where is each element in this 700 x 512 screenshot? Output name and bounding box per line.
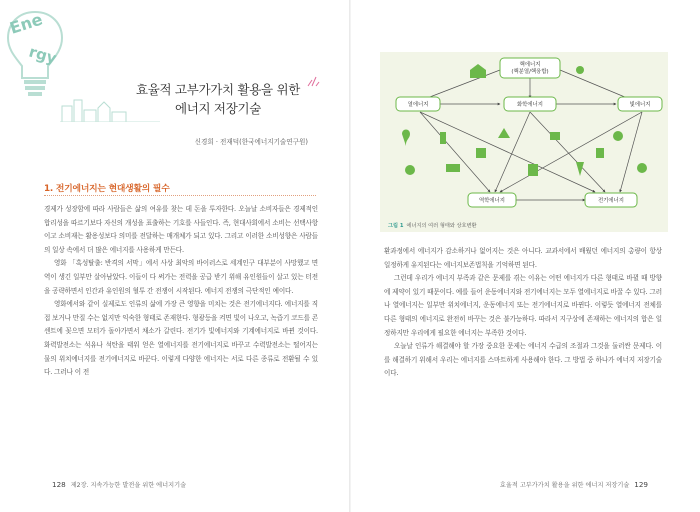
right-running-head: 효율적 고부가가치 활용을 위한 에너지 저장기술 [499,482,630,489]
conversion-arrows [420,70,642,200]
section-divider [44,195,316,196]
figure-caption-text: 에너지의 여러 형태와 상호변환 [406,223,477,229]
right-paragraph-1: 환과정에서 에너지가 감소하거나 없어지는 것은 아니다. 교과서에서 배웠던 에너지의 총량이 항상 일정하게 유지된다는 에너지보존법칙을 기억하면 된다. [384,247,662,269]
lightbulb-icon [4,8,66,106]
left-body-text [44,203,318,380]
battery-icon [440,132,446,144]
node-heat [396,97,440,111]
gear-icon [476,148,486,158]
cup-icon [596,148,604,158]
left-paragraph-3: 영화에서와 같이 실제로도 인류의 삶에 가장 큰 영향을 미치는 것은 전기에너지다. 에너지를 직접 보거나 만질 수는 없지만 익숙한 형태로 존재한다. 형광등을 켜면 빛이 나오고, 녹즙기 코드를 콘센트에 꽂으면 모터가 돌아가면서 채소가 갈린다. 전기가 빛에너지와 기계에너지로 바뀐 것이다. 화력발전소는 석유나 석탄을 태워 얻은 열에너지를 전기에너지로 바꾸고 수력발전소는 떨어지는 물의 위치에너지를 전기에너지로 바꾼다. 이렇게 다양한 에너지는 서로 다른 종류로 전환될 수 있다. 그러나 이 전 [44,300,318,377]
node-nuclear-label: 핵에너지 (핵분열/핵융합) [511,62,549,75]
left-running-head: 제2장. 지속가능한 발전을 위한 에너지기술 [70,482,187,489]
spark-icon [306,74,320,88]
right-page-number: 129 [634,480,648,489]
motor-icon [446,164,460,172]
right-footer [500,480,648,489]
diagram-icons [402,64,647,176]
section-heading: 1. 전기에너지는 현대생활의 필수 [44,184,170,194]
factory-icon [470,64,486,78]
node-heat-label: 열에너지 [407,102,429,108]
energy-bulb-logo [4,8,66,106]
plug-icon [528,164,538,176]
right-page [350,0,700,512]
right-body-text [384,245,662,381]
logo-text-top: Ene [7,9,45,38]
tree-icon [498,128,510,138]
logo-text-bottom: rgy [26,42,59,68]
car-icon [550,132,560,140]
title-line-2: 에너지 저장기술 [174,101,262,116]
author-line: 신경희 · 전재덕(한국에너지기술연구원) [194,138,308,146]
node-chemical [504,97,556,111]
right-paragraph-3: 오늘날 인류가 해결해야 할 가장 중요한 문제는 에너지 수급의 조절과 그것을 둘러싼 문제다. 이를 해결하기 위해서 우리는 에너지를 스마트하게 사용해야 한다. 그 방법 중 하나가 에너지 저장기술이다. [384,342,662,378]
energy-conversion-figure [380,52,668,232]
node-electric-label: 전기에너지 [597,198,625,204]
figure-caption [388,222,477,229]
flame-icon [402,130,410,147]
fan-icon [637,163,647,173]
left-paragraph-1: 경제가 성장함에 따라 사람들은 삶의 여유를 찾는 데 돈을 투자한다. 오늘날 소비자들은 경제적인 합리성을 따르기보다 자신의 개성을 표출하는 기호를 사들인다. 즉, 현대사회에서 소비는 선택사항이고 소비재는 활용성보다 의미를 전달하는 매개체가 되고 있다. 그리고 이러한 소비성향은 사람들의 일상 속에서 더 많은 에너지를 사용하게 만든다. [44,205,318,254]
energy-diagram [380,52,668,232]
left-page-number: 128 [52,480,66,489]
figure-caption-label: 그림 1 [388,223,404,229]
left-paragraph-2: 영화 「혹성탈출: 반격의 서막」에서 사상 최악의 바이러스로 세계인구 대부분이 사망했고 면역이 생긴 일부만 살아남았다. 이들이 다 써가는 전력을 공급 받기 위해 유인원들이 살고 있는 터전을 공략하면서 인간과 유인원의 혈투 간 전쟁이 시작된다. 에너지 전쟁의 극단적인 예이다. [44,259,318,295]
article-title [118,80,318,118]
node-chemical-label: 화학에너지 [516,102,544,108]
bulb-icon [405,165,415,175]
sun-icon [613,131,623,141]
node-mechanical [468,193,516,207]
node-mechanical-label: 역학에너지 [478,198,506,204]
atom-icon [576,66,584,74]
node-electric [585,193,637,207]
title-line-1: 효율적 고부가가치 활용을 위한 [135,82,301,97]
right-paragraph-2: 그런데 우리가 에너지 부족과 같은 문제를 겪는 이유는 어떤 에너지가 다른 형태로 바뀔 때 방향에 제약이 있기 때문이다. 예를 들어 운동에너지와 전기에너지는 모두 열에너지로 바꿀 수 있다. 그러나 열에너지는 일부만 위치에너지, 운동에너지 또는 전기에너지로 바뀐다. 이렇듯 열에너지 전체를 다른 형태의 에너지로 완전히 바꾸는 것은 불가능하다. 따라서 지구상에 존재하는 에너지의 합은 일정하지만 우리에게 필요한 에너지는 부족한 것이다. [384,274,662,337]
node-light-label: 빛에너지 [629,102,651,108]
left-footer [52,480,186,489]
bolt-icon [576,162,584,176]
node-light [618,97,662,111]
node-nuclear [500,58,560,78]
